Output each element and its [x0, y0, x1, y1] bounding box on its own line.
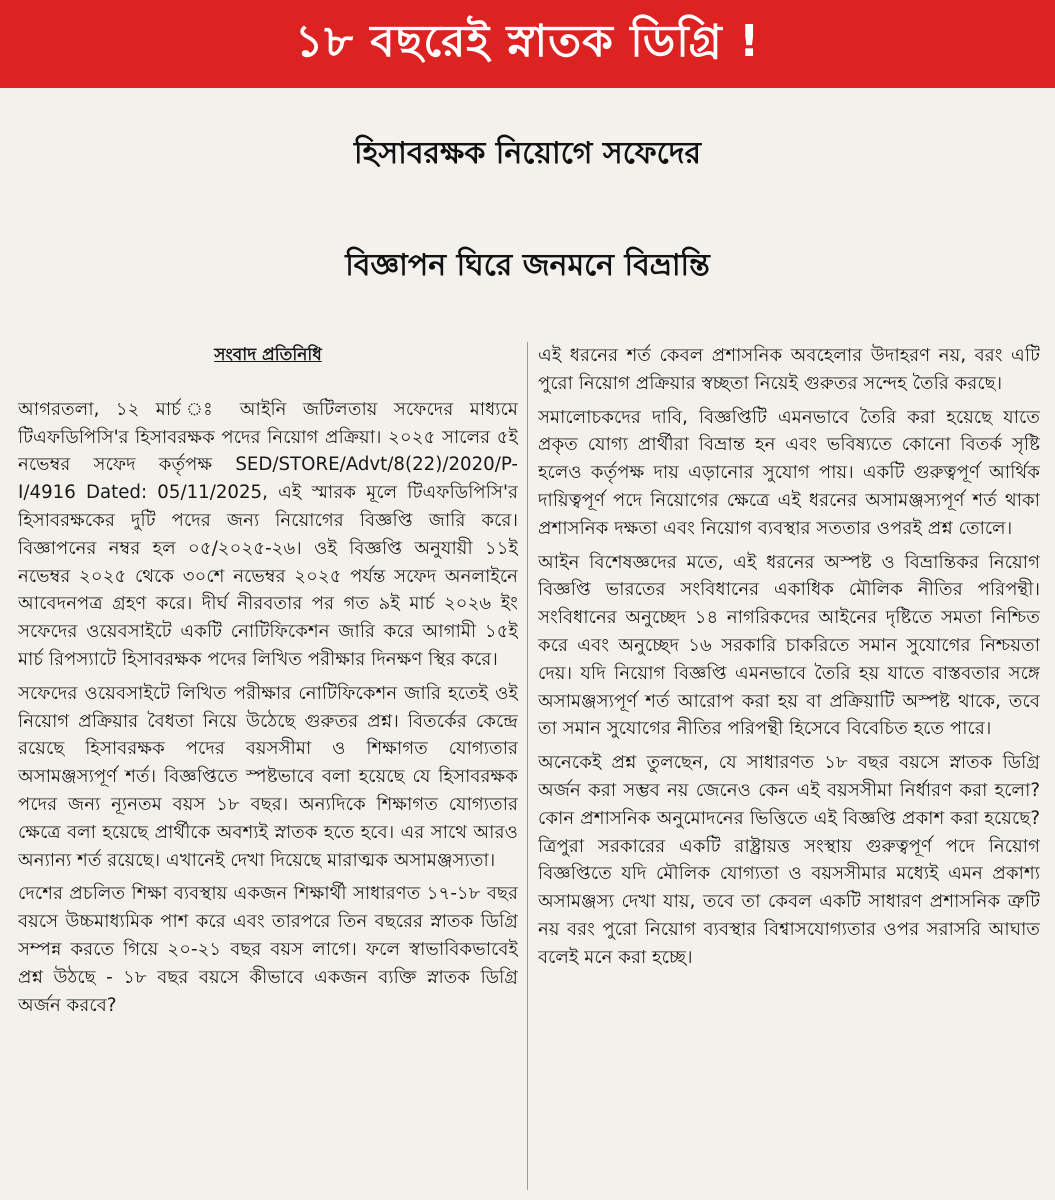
- article-paragraph: দেশের প্রচলিত শিক্ষা ব্যবস্থায় একজন শিক্ষার্থী সাধারণত ১৭-১৮ বছর বয়সে উচ্চমাধ্যমিক পাশ করে এবং তারপরে তিন বছরের স্নাতক ডিগ্রি সম্পন্ন করতে গিয়ে ২০-২১ বছর বয়স লাগে। ফলে স্বাভাবিকভাবেই প্রশ্ন উঠছে - ১৮ বছর বয়সে কীভাবে একজন ব্যক্তি স্নাতক ডিগ্রি অর্জন করবে?: [18, 883, 518, 1016]
- article-paragraph: অনেকেই প্রশ্ন তুলছেন, যে সাধারণত ১৮ বছর বয়সে স্নাতক ডিগ্রি অর্জন করা সম্ভব নয় জেনেও কেন এই বয়সসীমা নির্ধারণ করা হলো? কোন প্রশাসনিক অনুমোদনের ভিত্তিতে এই বিজ্ঞপ্তি প্রকাশ করা হয়েছে? ত্রিপুরা সরকারের একটি রাষ্ট্রায়ত্ত সংস্থায় গুরুত্বপূর্ণ পদে নিয়োগ বিজ্ঞপ্তিতে যদি মৌলিক যোগ্যতা ও বয়সসীমার মধ্যেই এমন প্রকাশ্য অসামঞ্জস্য দেখা যায়, তবে তা কেবল একটি সাধারণ প্রশাসনিক ত্রুটি নয় বরং পুরো নিয়োগ ব্যবস্থার বিশ্বাসযোগ্যতার ওপর সরাসরি আঘাত বলেই মনে করা হচ্ছে।: [538, 752, 1040, 968]
- article-paragraph: এই ধরনের শর্ত কেবল প্রশাসনিক অবহেলার উদাহরণ নয়, বরং এটি পুরো নিয়োগ প্রক্রিয়ার স্বচ্ছতা নিয়েই গুরুতর সন্দেহ তৈরি করছে।: [538, 345, 1040, 394]
- column-divider: [527, 342, 528, 1190]
- article-paragraph: সফেদের ওয়েবসাইটে লিখিত পরীক্ষার নোটিফিকেশন জারি হতেই ওই নিয়োগ প্রক্রিয়ার বৈধতা নিয়ে উঠেছে গুরুতর প্রশ্ন। বিতর্কের কেন্দ্রে রয়েছে হিসাবরক্ষক পদের বয়সসীমা ও শিক্ষাগত যোগ্যতার অসামঞ্জস্যপূর্ণ শর্ত। বিজ্ঞপ্তিতে স্পষ্টভাবে বলা হয়েছে যে হিসাবরক্ষক পদের জন্য ন্যূনতম বয়স ১৮ বছর। অন্যদিকে শিক্ষাগত যোগ্যতার ক্ষেত্রে বলা হয়েছে প্রার্থীকে অবশ্যই স্নাতক হতে হবে। এর সাথে আরও অন্যান্য শর্ত রয়েছে। এখানেই দেখা দিয়েছে মারাত্মক অসামঞ্জস্যতা।: [18, 682, 518, 871]
- headline-line-2: বিজ্ঞাপন ঘিরে জনমনে বিভ্রান্তি: [345, 248, 710, 283]
- article-paragraph: আগরতলা, ১২ মার্চ ঃ আইনি জটিলতায় সফেদের মাধ্যমে টিএফডিপিসি'র হিসাবরক্ষক পদের নিয়োগ প্রক্রিয়া। ২০২৫ সালের ৫ই নভেম্বর সফেদ কর্তৃপক্ষ SED/STORE/Advt/8(22)/2020/P-I/4916 Dated: 05/11/2025, এই স্মারক মূলে টিএফডিপিসি'র হিসাবরক্ষকের দুটি পদের জন্য নিয়োগের বিজ্ঞপ্তি জারি করে। বিজ্ঞাপনের নম্বর হল ০৫/২০২৫-২৬। ওই বিজ্ঞপ্তি অনুযায়ী ১১ই নভেম্বর ২০২৫ থেকে ৩০শে নভেম্বর ২০২৫ পর্যন্ত সফেদ অনলাইনে আবেদনপত্র গ্রহণ করে। দীর্ঘ নীরবতার পর গত ৯ই মার্চ ২০২৬ ইং সফেদের ওয়েবসাইটে একটি নোটিফিকেশন জারি করে আগামী ১৫ই মার্চ রিপস্যাটে হিসাবরক্ষক পদের লিখিত পরীক্ষার দিনক্ষণ স্থির করে।: [18, 398, 518, 670]
- article-paragraph: সমালোচকদের দাবি, বিজ্ঞপ্তিটি এমনভাবে তৈরি করা হয়েছে যাতে প্রকৃত যোগ্য প্রার্থীরা বিভ্রান্ত হন এবং ভবিষ্যতে কোনো বিতর্ক সৃষ্টি হলেও কর্তৃপক্ষ দায় এড়ানোর সুযোগ পায়। একটি গুরুত্বপূর্ণ আর্থিক দায়িত্বপূর্ণ পদে নিয়োগের ক্ষেত্রে এই ধরনের অসামঞ্জস্যপূর্ণ শর্ত থাকা প্রশাসনিক দক্ষতা এবং নিয়োগ ব্যবস্থার সততার ওপরই প্রশ্ন তোলে।: [538, 406, 1040, 539]
- byline: সংবাদ প্রতিনিধি: [214, 345, 322, 365]
- headline-banner: [0, 0, 1055, 88]
- article-column-right: [538, 342, 1040, 1194]
- article-column-left: [18, 342, 518, 1194]
- banner-text: ১৮ বছরেই স্নাতক ডিগ্রি !: [294, 15, 761, 67]
- article-paragraph: আইন বিশেষজ্ঞদের মতে, এই ধরনের অস্পষ্ট ও বিভ্রান্তিকর নিয়োগ বিজ্ঞপ্তি ভারতের সংবিধানের একাধিক মৌলিক নীতির পরিপন্থী। সংবিধানের অনুচ্ছেদ ১৪ নাগরিকদের আইনের দৃষ্টিতে সমতা নিশ্চিত করে এবং অনুচ্ছেদ ১৬ সরকারি চাকরিতে সমান সুযোগের নিশ্চয়তা দেয়। যদি নিয়োগ বিজ্ঞপ্তি এমনভাবে তৈরি হয় যাতে বাস্তবতার সঙ্গে অসামঞ্জস্যপূর্ণ শর্ত আরোপ করা হয় বা প্রক্রিয়াটি অস্পষ্ট থাকে, তবে তা সমান সুযোগের নীতির পরিপন্থী হিসেবে বিবেচিত হতে পারে।: [538, 551, 1040, 740]
- headline-line-1: হিসাবরক্ষক নিয়োগে সফেদের: [354, 136, 701, 171]
- main-headline: [0, 98, 1055, 322]
